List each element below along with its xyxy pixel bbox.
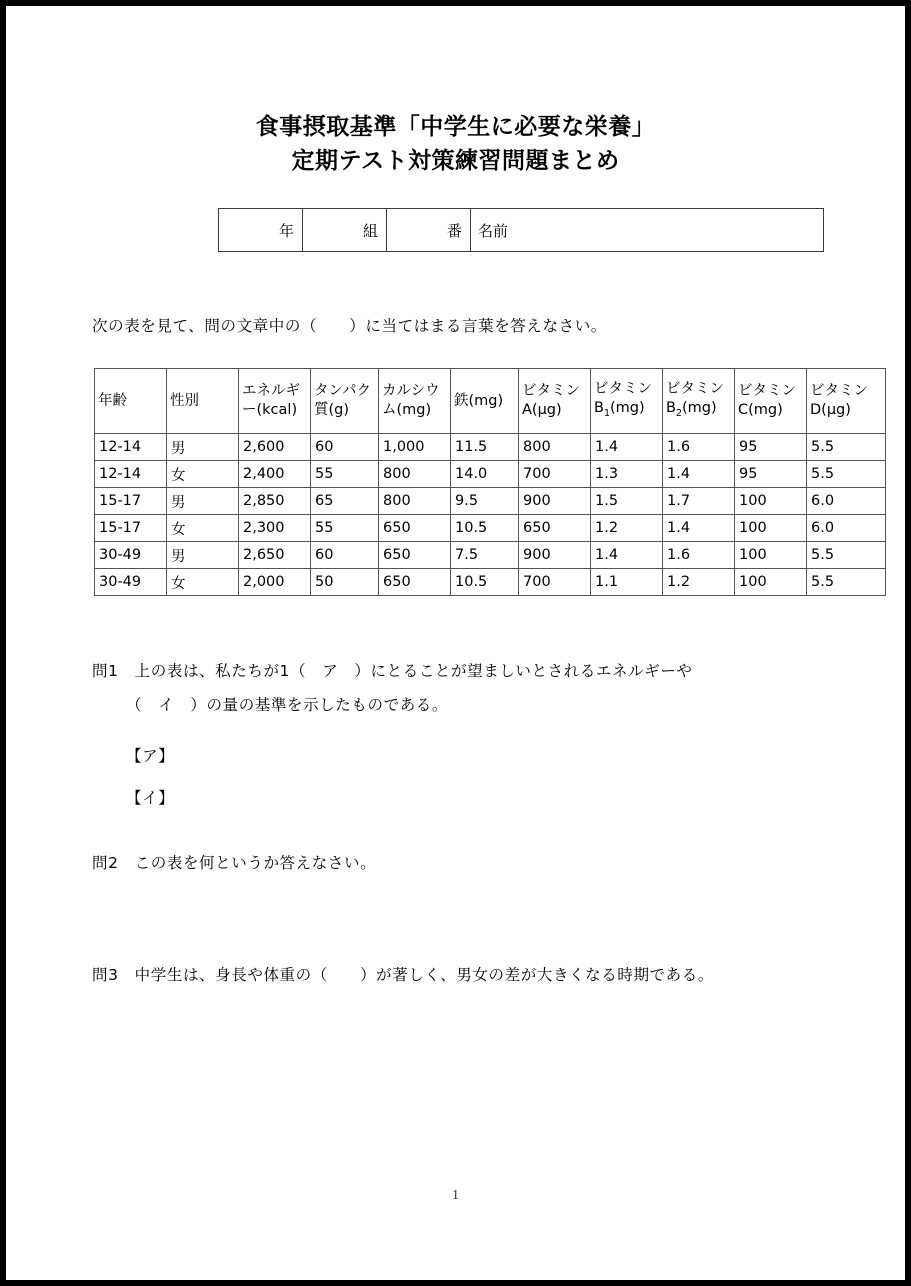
table-cell: 12-14	[95, 434, 167, 461]
table-cell: 1.6	[663, 434, 735, 461]
table-cell: 12-14	[95, 461, 167, 488]
name-label: 名前	[478, 221, 509, 240]
table-cell: 5.5	[807, 434, 886, 461]
table-cell: 15-17	[95, 515, 167, 542]
table-cell: 2,400	[239, 461, 311, 488]
table-cell: 30-49	[95, 542, 167, 569]
table-cell: 700	[519, 461, 591, 488]
question-3: 問3 中学生は、身長や体重の（ ）が著しく、男女の差が大きくなる時期である。	[92, 966, 714, 984]
class-field[interactable]	[303, 209, 387, 251]
table-cell: 55	[311, 461, 379, 488]
answer-blank-i[interactable]: 【イ】	[126, 789, 175, 807]
table-cell: 1.3	[591, 461, 663, 488]
table-cell: 1.5	[591, 488, 663, 515]
table-header-cell: ビタミン $B_1(mg)$	[591, 369, 663, 434]
table-cell: 1.6	[663, 542, 735, 569]
table-cell: 女	[167, 461, 239, 488]
table-cell: 800	[379, 461, 451, 488]
table-cell: 11.5	[451, 434, 519, 461]
question-1-line-1: 問1 上の表は、私たちが1（ ア ）にとることが望ましいとされるエネルギーや	[92, 662, 693, 680]
table-cell: 1,000	[379, 434, 451, 461]
table-cell: 1.4	[591, 434, 663, 461]
table-cell: 55	[311, 515, 379, 542]
number-field[interactable]	[387, 209, 471, 251]
table-cell: 10.5	[451, 515, 519, 542]
table-cell: 1.2	[591, 515, 663, 542]
page-title	[6, 110, 905, 178]
table-cell: 650	[379, 542, 451, 569]
table-cell: 650	[379, 569, 451, 596]
table-cell: 60	[311, 434, 379, 461]
table-cell: 女	[167, 569, 239, 596]
table-cell: 1.2	[663, 569, 735, 596]
table-cell: 650	[519, 515, 591, 542]
table-cell: 1.7	[663, 488, 735, 515]
table-cell: 50	[311, 569, 379, 596]
table-cell: 5.5	[807, 542, 886, 569]
name-field[interactable]	[471, 209, 823, 251]
table-cell: 15-17	[95, 488, 167, 515]
table-cell: 100	[735, 515, 807, 542]
table-header-cell: 年齢	[95, 369, 167, 434]
class-label: 組	[362, 221, 378, 240]
table-cell: 5.5	[807, 461, 886, 488]
nutrition-table-wrapper	[94, 368, 885, 596]
table-row	[95, 542, 886, 569]
table-cell: 6.0	[807, 488, 886, 515]
table-cell: 10.5	[451, 569, 519, 596]
table-cell: 800	[519, 434, 591, 461]
table-cell: 1.1	[591, 569, 663, 596]
table-cell: 900	[519, 488, 591, 515]
table-cell: 95	[735, 461, 807, 488]
table-row	[95, 569, 886, 596]
table-cell: 男	[167, 488, 239, 515]
table-cell: 100	[735, 488, 807, 515]
table-cell: 5.5	[807, 569, 886, 596]
table-cell: 60	[311, 542, 379, 569]
nutrition-table	[94, 368, 886, 596]
table-header-cell: ビタミン D(μg)	[807, 369, 886, 434]
table-cell: 2,000	[239, 569, 311, 596]
table-body	[95, 434, 886, 596]
table-header-cell: 性別	[167, 369, 239, 434]
table-cell: 900	[519, 542, 591, 569]
instruction-text: 次の表を見て、問の文章中の（ ）に当てはまる言葉を答えなさい。	[92, 317, 607, 335]
table-cell: 1.4	[663, 515, 735, 542]
table-head	[95, 369, 886, 434]
table-cell: 1.4	[591, 542, 663, 569]
table-cell: 800	[379, 488, 451, 515]
table-cell: 95	[735, 434, 807, 461]
table-header-cell: 鉄(mg)	[451, 369, 519, 434]
number-label: 番	[446, 221, 462, 240]
table-cell: 2,650	[239, 542, 311, 569]
student-info-box	[218, 208, 824, 252]
table-cell: 30-49	[95, 569, 167, 596]
page-number: 1	[452, 1188, 459, 1203]
table-cell: 7.5	[451, 542, 519, 569]
table-cell: 男	[167, 542, 239, 569]
question-2: 問2 この表を何というか答えなさい。	[92, 854, 377, 872]
table-cell: 650	[379, 515, 451, 542]
table-cell: 6.0	[807, 515, 886, 542]
table-header-cell: タンパク 質(g)	[311, 369, 379, 434]
table-cell: 男	[167, 434, 239, 461]
table-row	[95, 434, 886, 461]
title-line-1: 食事摂取基準「中学生に必要な栄養」	[255, 114, 656, 140]
answer-blank-a[interactable]: 【ア】	[126, 747, 175, 765]
table-cell: 9.5	[451, 488, 519, 515]
table-cell: 2,600	[239, 434, 311, 461]
table-row	[95, 461, 886, 488]
table-cell: 1.4	[663, 461, 735, 488]
table-row	[95, 488, 886, 515]
question-1-line-2: （ イ ）の量の基準を示したものである。	[126, 696, 449, 714]
title-line-2: 定期テスト対策練習問題まとめ	[291, 148, 620, 174]
table-header-row	[95, 369, 886, 434]
table-header-cell: エネルギ ー(kcal)	[239, 369, 311, 434]
table-cell: 700	[519, 569, 591, 596]
table-cell: 女	[167, 515, 239, 542]
page-sheet	[6, 6, 905, 1280]
table-header-cell: カルシウ ム(mg)	[379, 369, 451, 434]
table-cell: 100	[735, 542, 807, 569]
table-header-cell: ビタミン C(mg)	[735, 369, 807, 434]
year-field[interactable]	[219, 209, 303, 251]
table-cell: 2,300	[239, 515, 311, 542]
table-cell: 2,850	[239, 488, 311, 515]
table-cell: 65	[311, 488, 379, 515]
table-cell: 100	[735, 569, 807, 596]
table-cell: 14.0	[451, 461, 519, 488]
table-header-cell: ビタミン A(μg)	[519, 369, 591, 434]
table-row	[95, 515, 886, 542]
table-header-cell: ビタミン $B_2(mg)$	[663, 369, 735, 434]
year-label: 年	[278, 221, 294, 240]
